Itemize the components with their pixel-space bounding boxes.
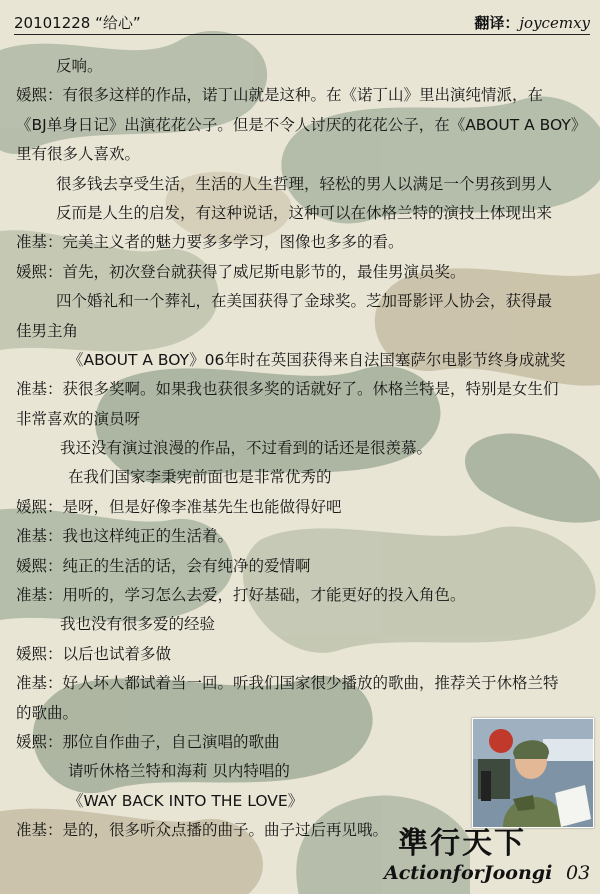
transcript-line: 准基：我也这样纯正的生活着。 — [16, 527, 234, 546]
transcript-line: 准基：完美主义者的魅力要多多学习，图像也多多的看。 — [16, 233, 404, 252]
transcript-line: 准基：好人坏人都试着当一回。听我们国家很少播放的歌曲，推荐关于休格兰特 — [16, 674, 559, 693]
transcript-line: 反而是人生的启发，有这种说话，这种可以在休格兰特的演技上体现出来 — [56, 203, 553, 222]
transcript-line: 准基：获很多奖啊。如果我也获很多奖的话就好了。休格兰特是，特别是女生们 — [16, 380, 559, 399]
transcript-line: 很多钱去享受生活，生活的人生哲理，轻松的男人以满足一个男孩到男人 — [56, 174, 553, 193]
logo-english: ActionforJoongi — [384, 862, 553, 884]
page-header — [14, 10, 590, 34]
studio-photo — [472, 718, 594, 828]
transcript-line: 《BJ单身日记》出演花花公子。但是不令人讨厌的花花公子，在《ABOUT A BOY》 — [16, 115, 587, 134]
transcript-line: 我还没有演过浪漫的作品，不过看到的话还是很羡慕。 — [60, 439, 433, 458]
translator-name: joycemxy — [519, 14, 590, 32]
transcript-line: 媛熙：是呀，但是好像李准基先生也能做得好吧 — [16, 497, 342, 516]
transcript-line: 媛熙：有很多这样的作品，诺丁山就是这种。在《诺丁山》里出演纯情派，在 — [16, 86, 544, 105]
transcript-line: 反响。 — [56, 57, 103, 75]
transcript-line: 准基：用听的，学习怎么去爱，打好基础，才能更好的投入角色。 — [16, 586, 466, 605]
transcript-line: 请听休格兰特和海莉 贝内特唱的 — [68, 762, 290, 781]
transcript-line: 媛熙：那位自作曲子，自己演唱的歌曲 — [16, 732, 280, 751]
transcript-line: 在我们国家李秉宪前面也是非常优秀的 — [68, 468, 332, 487]
transcript-line: 《ABOUT A BOY》06年时在英国获得来自法国塞萨尔电影节终身成就奖 — [68, 350, 566, 369]
photo-illustration — [473, 719, 593, 827]
transcript-line: 媛熙：纯正的生活的话，会有纯净的爱情啊 — [16, 556, 311, 575]
transcript-line: 的歌曲。 — [16, 703, 79, 722]
translator-label: 翻译： — [474, 14, 520, 32]
header-rule — [14, 34, 590, 35]
header-date-title: 20101228 “给心” — [14, 14, 141, 32]
page-number: 03 — [566, 862, 591, 884]
transcript-line: 我也没有很多爱的经验 — [60, 615, 216, 634]
action-for-joongi-logo — [384, 818, 594, 894]
transcript-line: 媛熙：首先，初次登台就获得了威尼斯电影节的，最佳男演员奖。 — [16, 262, 466, 281]
transcript-line: 四个婚礼和一个葬礼，在美国获得了金球奖。芝加哥影评人协会，获得最 — [56, 292, 553, 311]
transcript-line: 媛熙：以后也试着多做 — [16, 644, 172, 663]
transcript-line: 《WAY BACK INTO THE LOVE》 — [68, 791, 304, 810]
transcript-line: 佳男主角 — [16, 321, 79, 340]
transcript-line: 非常喜欢的演员呀 — [16, 409, 141, 428]
transcript-line: 里有很多人喜欢。 — [16, 145, 141, 164]
header-translator — [474, 12, 590, 33]
logo-chinese: 準行天下 — [398, 826, 526, 861]
transcript-line: 准基：是的，很多听众点播的曲子。曲子过后再见哦。 — [16, 821, 389, 840]
